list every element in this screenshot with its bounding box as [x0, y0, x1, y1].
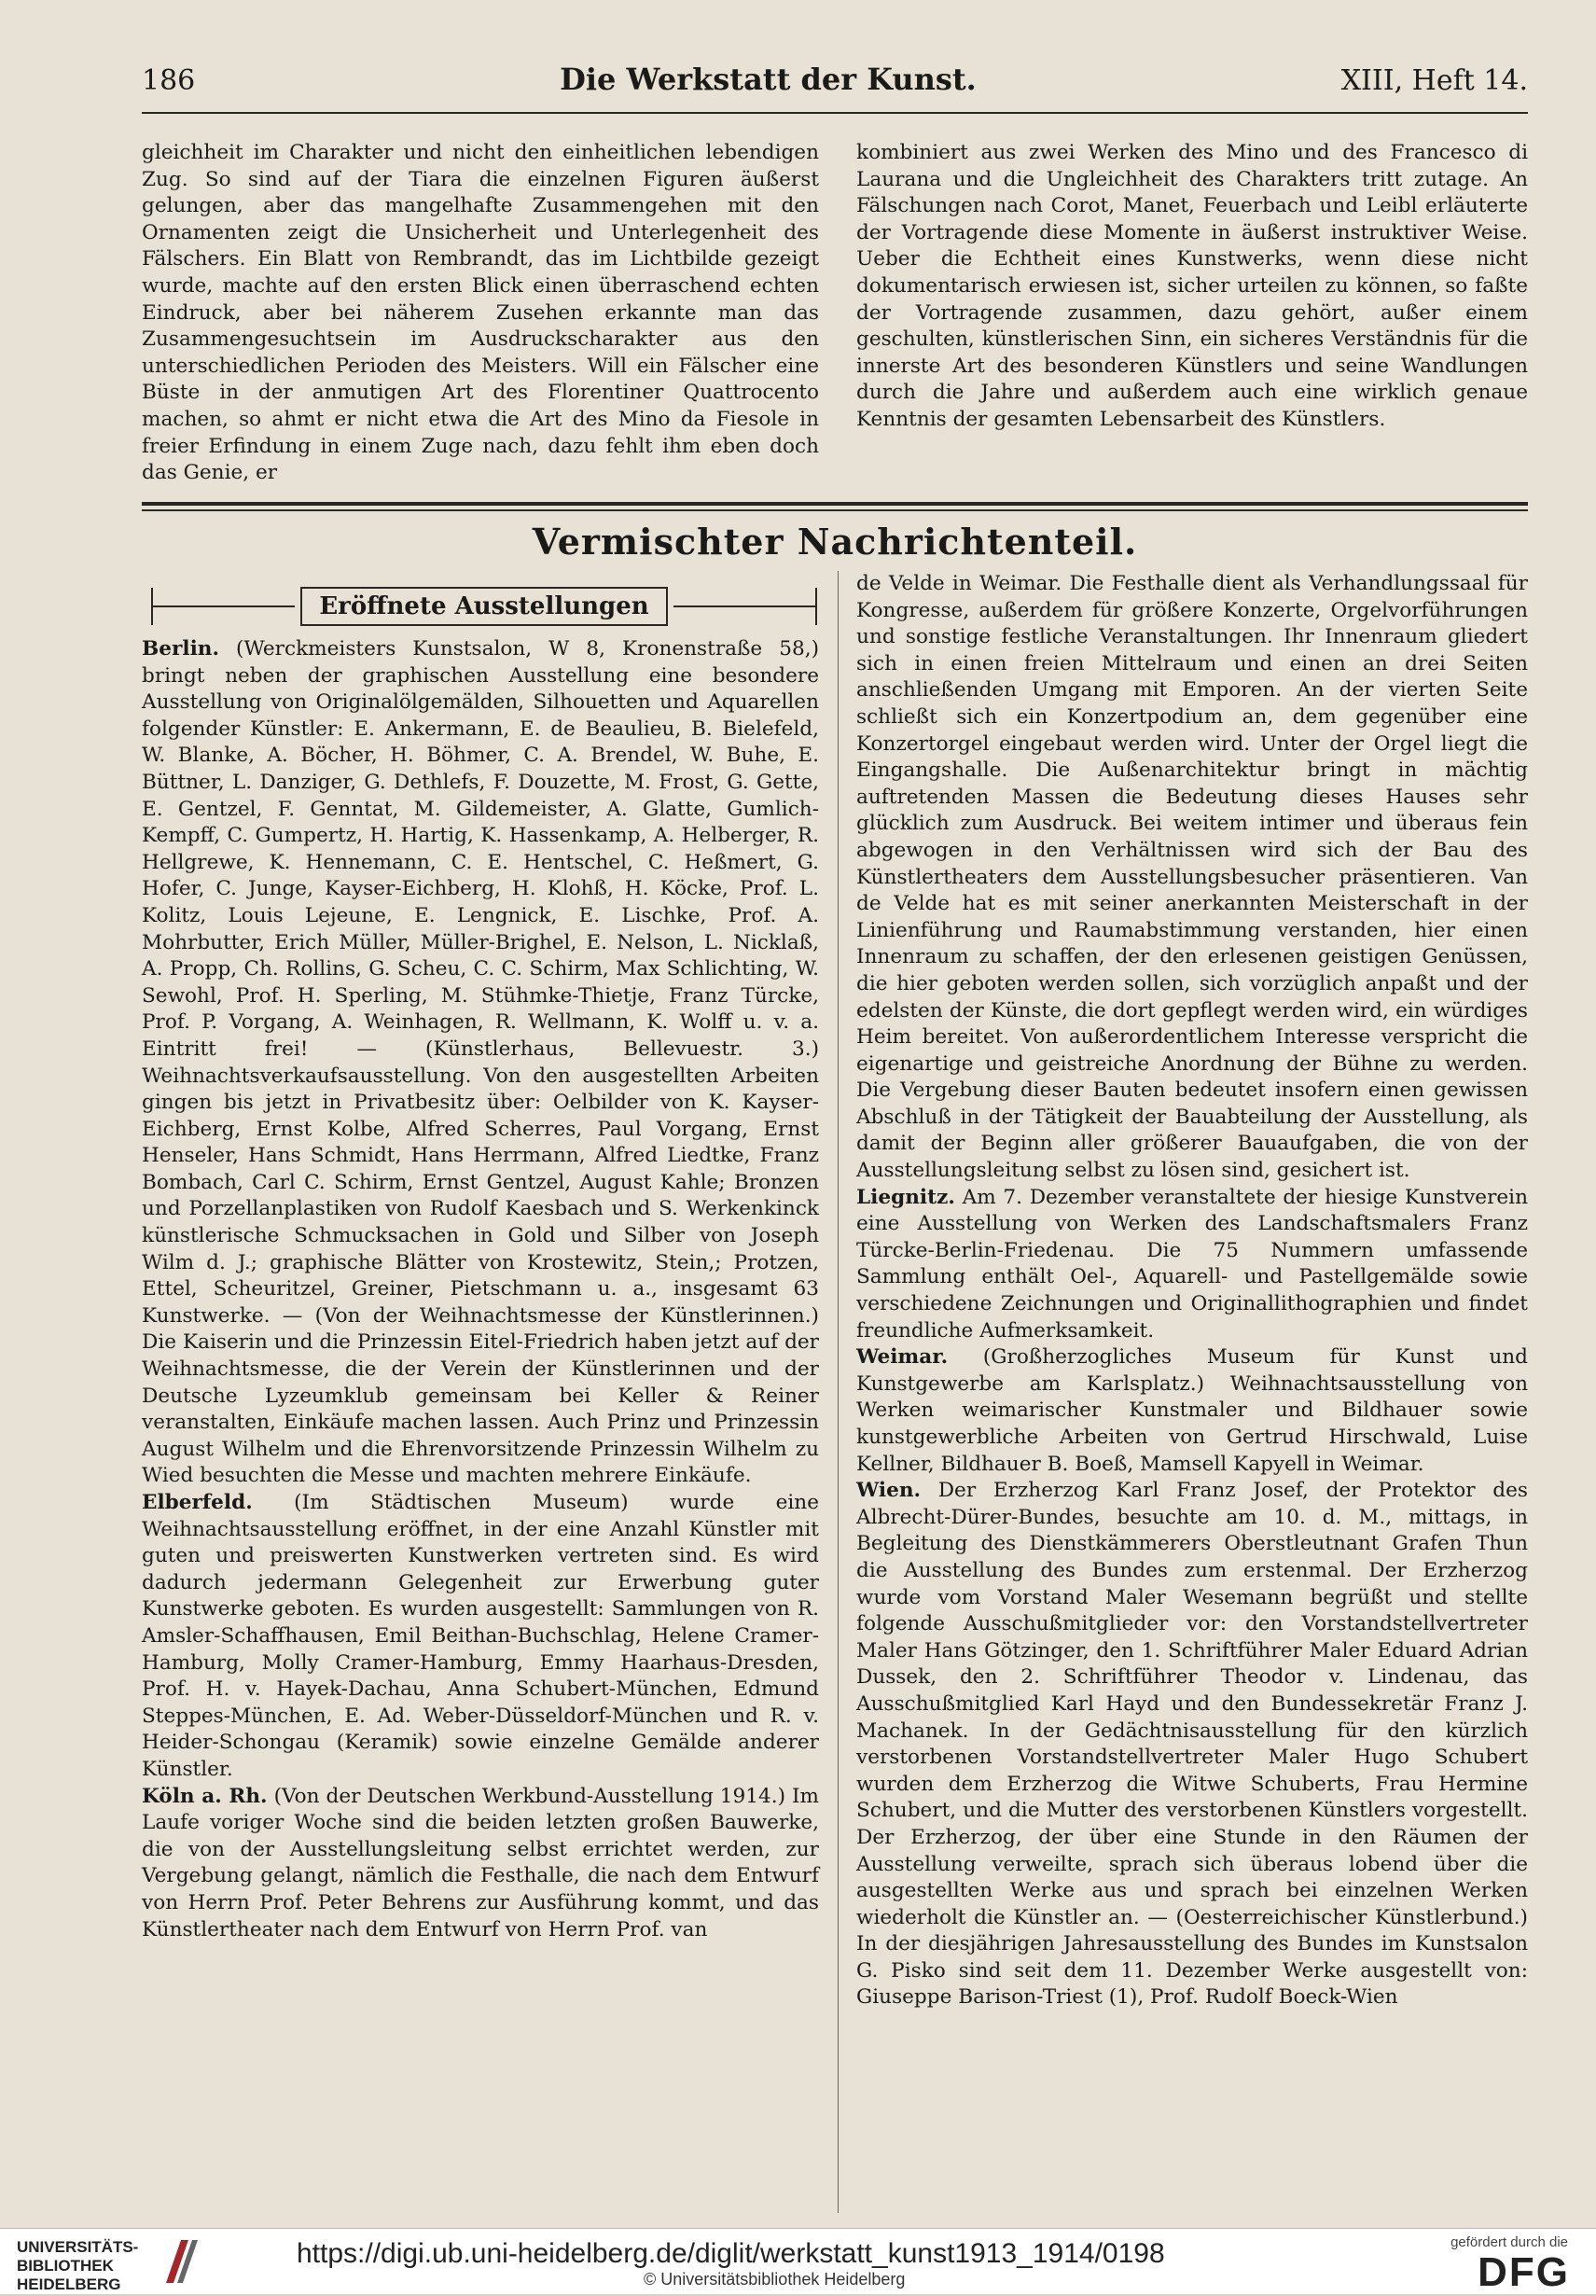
section-divider-thin [142, 509, 1528, 511]
subsection-title: Eröffnete Ausstellungen [300, 587, 667, 626]
library-name-line: HEIDELBERG [17, 2275, 121, 2293]
section-divider-thick [142, 502, 1528, 506]
copyright-notice: © Universitätsbibliothek Heidelberg [644, 2270, 906, 2289]
top-right-paragraph: kombiniert aus zwei Werken des Mino und des Francesco di Laurana und die Ungleichheit des Charakters tritt zutage. An Fälschungen nach Corot, Manet, Feuerbach und Leibl erläuterte der Vortragende diese Momente in äußerst instruktiver Weise. Ueber die Echtheit eines Kunstwerks, wenn diese nicht dokumentarisch erwiesen ist, sicher urteilen zu können, so faßte der Vortragende zusammen, dazu gehört, außer einem geschulten, künstlerischen Sinn, ein sicheres Verständnis für die innerste Art des besonderen Künstlers und seine Wandlungen durch die Jahre und außerdem auch eine wirklich genaue Kenntnis der gesamten Lebensarbeit des Künstlers. [856, 141, 1528, 431]
entry-city: Berlin. [142, 637, 219, 661]
entry-city: Liegnitz. [856, 1185, 955, 1209]
page-number: 186 [142, 64, 196, 97]
top-right-column [856, 140, 1528, 434]
entry-text: (Im Städtischen Museum) wurde eine Weihnachtsausstellung eröffnet, in der eine Anzahl Künstler mit guten und preiswerten Kunstwerken vertreten sind. Es wird dadurch jedermann Gelegenheit zur Erwerbung guter Kunstwerke geboten. Es wurden ausgestellt: Sammlungen von R. Amsler-Schaffhausen, Emil Beithan-Buchschlag, Helene Cramer-Hamburg, Molly Cramer-Hamburg, Emmy Haarhaus-Dresden, Prof. H. v. Hayek-Dachau, Anna Schubert-München, Edmund Steppes-München, E. Ad. Weber-Düsseldorf-München und R. v. Heider-Schongau (Keramik) sowie einzelne Gemälde anderer Künstler. [142, 1491, 819, 1781]
entry-text: (Von der Deutschen Werkbund-Ausstellung 1914.) Im Laufe voriger Woche sind die beiden letzten großen Bauwerke, die von der Ausstellungsleitung selbst errichtet werden, zur Vergebung gelangt, nämlich die Festhalle, die nach dem Entwurf von Herrn Prof. Peter Behrens zur Ausführung kommt, und das Künstlertheater nach dem Entwurf von Herrn Prof. van [142, 1784, 819, 1941]
news-entry [142, 636, 819, 1490]
top-left-paragraph: gleichheit im Charakter und nicht den einheitlichen lebendigen Zug. So sind auf der Tiara die einzelnen Figuren äußerst gelungen, aber das mangelhafte Zusammengehen mit den Ornamenten zeigt die Unsicherheit und Unterlegenheit des Fälschers. Ein Blatt von Rembrandt, das im Lichtbilde gezeigt wurde, machte auf den ersten Blick einen überraschend echten Eindruck, aber bei näherem Zusehen erkannte man das Zusammengesuchtsein im Ausdruckscharakter aus den unterschiedlichen Perioden des Meisters. Will ein Fälscher eine Büste in der anmutigen Art des Florentiner Quattrocento machen, so ahmt er nicht etwa die Art des Mino da Fiesole in freier Erfindung in einem Zuge nach, dazu fehlt ihm eben doch das Genie, er [142, 141, 819, 485]
news-entry [856, 1478, 1528, 2011]
entry-text: Am 7. Dezember veranstaltete der hiesige Kunstverein eine Ausstellung von Werken des Landschaftsmalers Franz Türcke-Berlin-Friedenau. Die 75 Nummern umfassende Sammlung enthält Oel-, Aquarell- und Pastellgemälde sowie verschiedene Zeichnungen und Originallithographien und findet freundliche Aufmerksamkeit. [856, 1185, 1528, 1343]
library-name [17, 2238, 138, 2294]
library-name-line: BIBLIOTHEK [17, 2257, 114, 2275]
section-title: Vermischter Nachrichtenteil. [532, 521, 1138, 563]
top-left-column [142, 140, 819, 487]
entry-city: Köln a. Rh. [142, 1784, 268, 1808]
news-entry [856, 571, 1528, 1185]
journal-title: Die Werkstatt der Kunst. [560, 62, 977, 97]
library-logo-icon [160, 2236, 203, 2287]
viewer-footer [0, 2228, 1596, 2294]
entry-text: de Velde in Weimar. Die Festhalle dient als Verhandlungssaal für Kongresse, außerdem für größere Konzerte, Orgelvorführungen und sonstige festliche Veranstaltungen. Ihr Innenraum gliedert sich in einen freien Mittelraum und einen an drei Seiten anschließenden Umgang mit Emporen. An der vierten Seite schließt sich ein Konzertpodium an, dem gegenüber eine Konzertorgel eingebaut werden wird. Unter der Orgel liegt die Eingangshalle. Die Außenarchitektur bringt in mächtig auftretenden Massen die Bedeutung dieses Hauses sehr glücklich zum Ausdruck. Bei weitem intimer und überaus fein abgewogen in den Verhältnissen wird sich der Bau des Künstlertheaters dem Ausstellungsbesucher präsentieren. Van de Velde hat es mit seiner anerkannten Meisterschaft in der Linienführung und Raumabstimmung verstanden, hier einen Innenraum zu schaffen, der den erlesenen geistigen Genüssen, die hier geboten werden sollen, sich vorzüglich anpaßt und der edelsten der Künste, die dort gepflegt werden wird, ein würdiges Heim bereitet. Von außerordentlichem Interesse verspricht die eigenartige und geistreiche Anordnung der Bühne zu werden. Die Vergebung dieser Bauten bedeutet insofern einen gewissen Abschluß in der Tätigkeit der Bauabteilung der Ausstellung, als damit der Beginn aller größerer Bauaufgaben, die von der Ausstellungsleitung selbst zu lösen sind, gesichert ist. [856, 572, 1528, 1183]
entry-text: (Werckmeisters Kunstsalon, W 8, Kronenstraße 58,) bringt neben der graphischen Ausstellung eine besondere Ausstellung von Originalölgemälden, Silhouetten und Aquarellen folgender Künstler: E. Ankermann, E. de Beaulieu, B. Bielefeld, W. Blanke, A. Böcher, H. Böhmer, C. A. Brendel, W. Buhe, E. Büttner, L. Danziger, G. Dethlefs, F. Douzette, M. Frost, G. Gette, E. Gentzel, F. Genntat, M. Gildemeister, A. Glatte, Gumlich-Kempff, C. Gumpertz, H. Hartig, K. Hassenkamp, A. Helberger, R. Hellgrewe, K. Hennemann, C. E. Hentschel, C. Heßmert, G. Hofer, C. Junge, Kayser-Eichberg, H. Klohß, H. Köcke, Prof. L. Kolitz, Louis Lejeune, E. Lengnick, E. Lischke, Prof. A. Mohrbutter, Erich Müller, Müller-Brighel, E. Nelson, L. Nicklaß, A. Propp, Ch. Rollins, G. Scheu, C. C. Schirm, Max Schlichting, W. Sewohl, Prof. H. Sperling, M. Stühmke-Thietje, Franz Türcke, Prof. P. Vorgang, A. Weinhagen, R. Wellmann, K. Wolff u. v. a. Eintritt frei! — (Künstlerhaus, Bellevuestr. 3.) Weihnachtsverkaufsausstellung. Von den ausgestellten Arbeiten gingen bis jetzt in Privatbesitz über: Oelbilder von K. Kayser-Eichberg, Ernst Kolbe, Alfred Scherres, Paul Vorgang, Ernst Henseler, Hans Schmidt, Hans Herrmann, Alfred Liedtke, Franz Bombach, Carl C. Schirm, Ernst Gentzel, August Kahle; Bronzen und Porzellanplastiken von Rudolf Kaesbach und S. Werkenkinck künstlerische Schmucksachen in Gold und Silber von Joseph Wilm d. J.; graphische Blätter von Krostewitz, Stein,; Protzen, Ettel, Scheuritzel, Greiner, Pietschmann u. a., insgesamt 63 Kunstwerke. — (Von der Weihnachtsmesse der Künstlerinnen.) Die Kaiserin und die Prinzessin Eitel-Friedrich haben jetzt auf der Weihnachtsmesse, die der Verein der Künstlerinnen und der Deutsche Lyzeumklub gemeinsam bei Keller & Reiner veranstalten, Einkäufe machen lassen. Auch Prinz und Prinzessin August Wilhelm und die Ehrenvorsitzende Prinzessin Wilhelm zu Wied besuchten die Messe und machten mehrere Einkäufe. [142, 637, 819, 1488]
header-rule [142, 112, 1528, 114]
news-entry [856, 1185, 1528, 1345]
library-name-line: UNIVERSITÄTS- [17, 2238, 139, 2256]
entry-city: Weimar. [856, 1345, 949, 1370]
news-left-column [142, 636, 819, 1943]
news-right-column [856, 571, 1528, 2011]
issue-label: XIII, Heft 14. [1340, 64, 1528, 97]
ornament-line-left [153, 605, 295, 607]
entry-city: Elberfeld. [142, 1491, 253, 1514]
dfg-logo: DFG [1478, 2249, 1570, 2295]
permalink-url[interactable]: https://digi.ub.uni-heidelberg.de/diglit/werkstatt_kunst1913_1914/0198 [297, 2238, 1165, 2269]
entry-text: (Großherzogliches Museum für Kunst und Kunstgewerbe am Karlsplatz.) Weihnachtsausstellung von Werken weimarischer Kunstmaler und Bildhauer sowie kunstgewerbliche Arbeiten von Gertrud Hirschwald, Luise Kellner, Bildhauer B. Boeß, Mamsell Kapyell in Weimar. [856, 1345, 1528, 1476]
ornament-line-right [673, 605, 815, 607]
news-entry [142, 1490, 819, 1784]
news-entry [142, 1784, 819, 1944]
subsection-header [151, 584, 817, 629]
entry-text: Der Erzherzog Karl Franz Josef, der Protektor des Albrecht-Dürer-Bundes, besuchte am 10. d. M., mittags, in Begleitung des Dienstkämmerers Oberstleutnant Grafen Thun die Ausstellung des Bundes zum erstenmal. Der Erzherzog wurde vom Vorstand Maler Wesemann begrüßt und stellte folgende Ausschußmitglieder vor: den Vorstandstellvertreter Maler Hans Götzinger, den 1. Schriftführer Maler Eduard Adrian Dussek, den 2. Schriftführer Theodor v. Lindenau, das Ausschußmitglied Karl Hayd und den Bundessekretär Franz J. Machanek. In der Gedächtnisausstellung für den kürzlich verstorbenen Vorstandstellvertreter Maler Hugo Schubert wurden dem Erzherzog die Witwe Schuberts, Frau Hermine Schubert, und die Mutter des verstorbenen Künstlers vorgestellt. Der Erzherzog, der über eine Stunde in den Räumen der Ausstellung verweilte, sprach sich überaus lobend über die ausgestellten Werke aus und sprach bei einzelnen Werken wiederholt die Künstler an. — (Oesterreichischer Künstlerbund.) In der diesjährigen Jahresausstellung des Bundes im Kunstsalon G. Pisko sind seit dem 11. Dezember Werke ausgestellt von: Giuseppe Barison-Triest (1), Prof. Rudolf Boeck-Wien [856, 1479, 1528, 2010]
column-separator [838, 571, 839, 2213]
news-entry [856, 1344, 1528, 1478]
running-header [142, 62, 1528, 108]
funding-note: gefördert durch die [1450, 2234, 1568, 2250]
entry-city: Wien. [856, 1479, 922, 1503]
ornament-tick-right [815, 588, 817, 625]
